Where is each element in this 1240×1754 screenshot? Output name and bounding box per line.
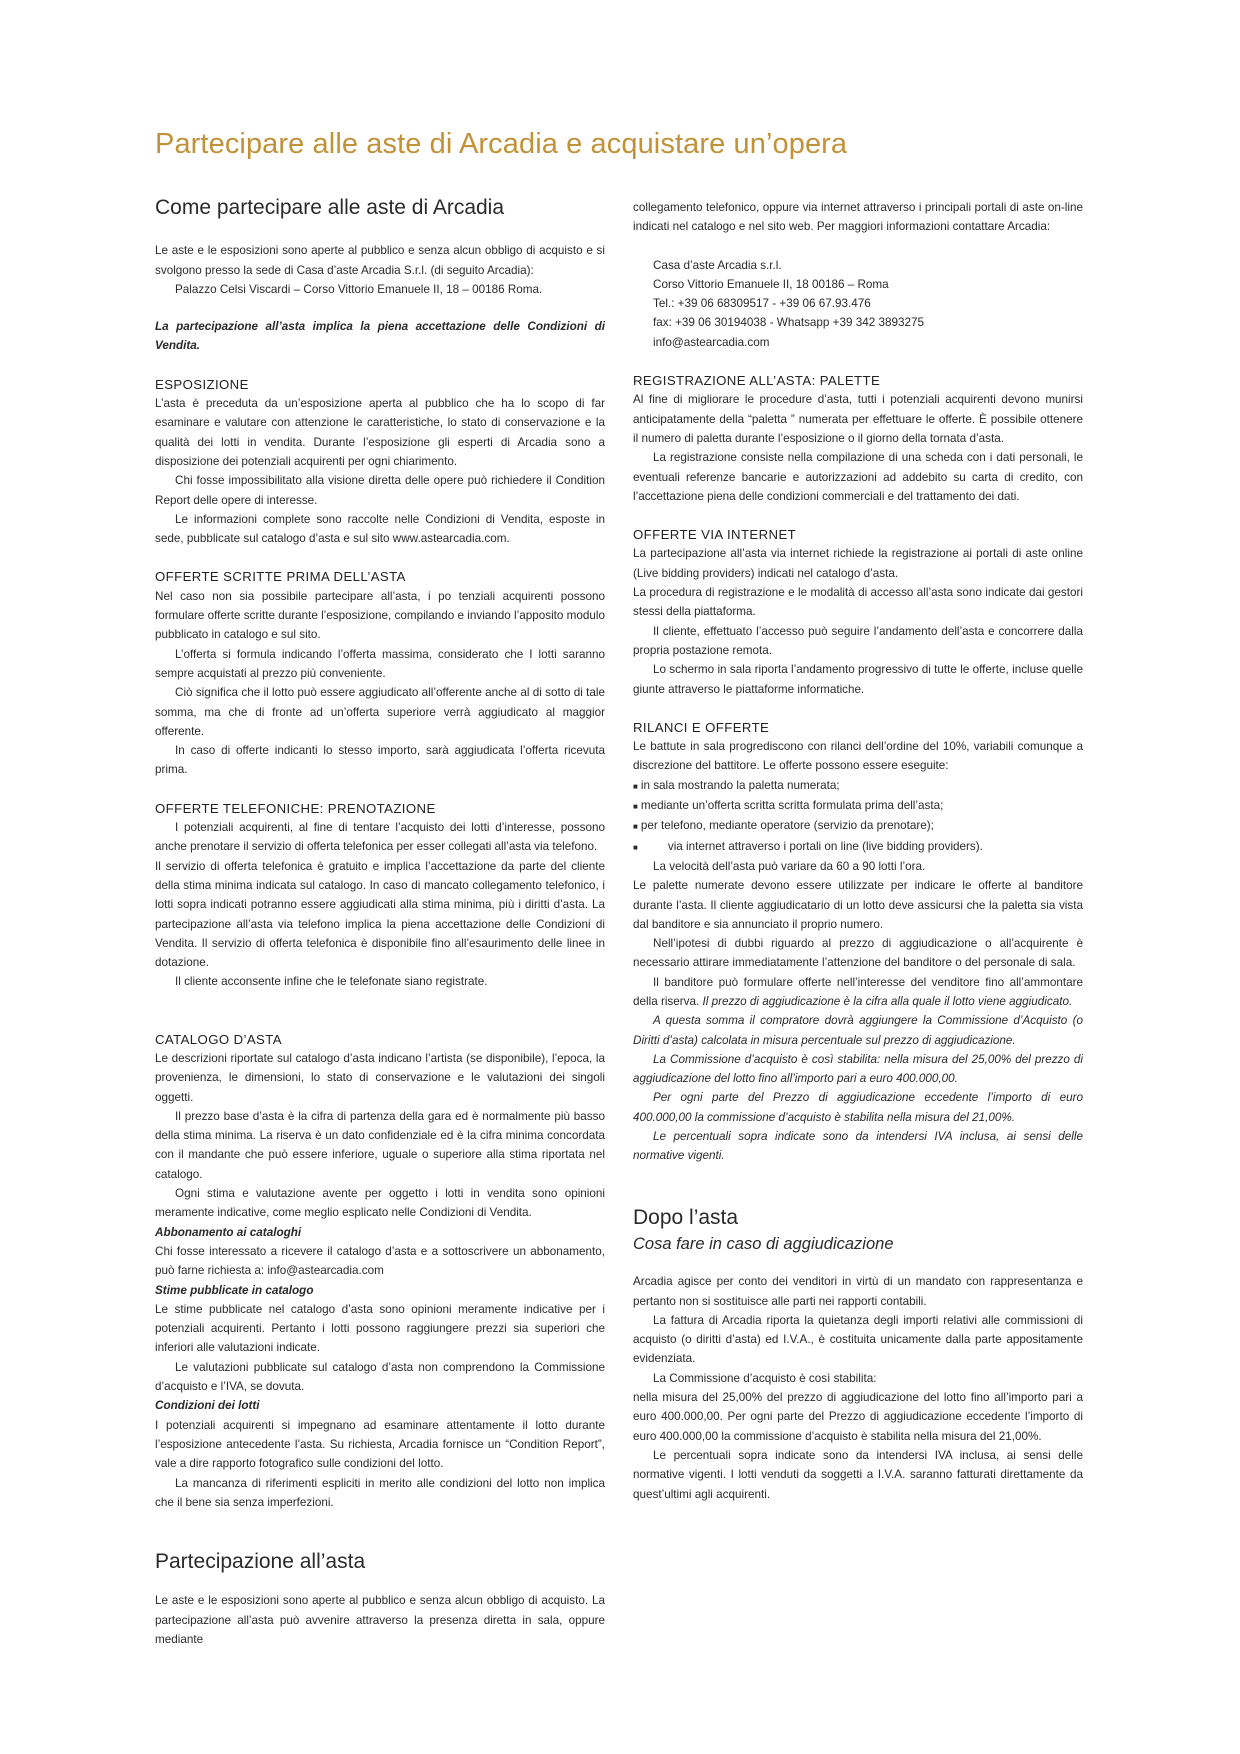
offerte-scritte-p2: L’offerta si formula indicando l’offerta massima, considerato che I lotti saranno sempre acquistati al prezzo più conveniente. — [155, 647, 605, 680]
rilanci-heading: RILANCI E OFFERTE — [633, 719, 770, 735]
stime-p2: Le valutazioni pubblicate sul catalogo d’asta non comprendono la Commissione d’acquisto e l’IVA, se dovuta. — [155, 1360, 605, 1394]
offerte-scritte-p3: Ciò significa che il lotto può essere aggiudicato all’offerente anche al di sotto di tale somma, ma che di fronte ad un’offerta superiore verrà aggiudicato al maggior offerente. — [155, 686, 605, 738]
right-column — [633, 198, 1083, 1504]
contact-name: Casa d’aste Arcadia s.r.l. — [653, 258, 782, 272]
left-column — [155, 198, 605, 1649]
dopo-subtitle: Cosa fare in caso di aggiudicazione — [633, 1234, 894, 1253]
registrazione-p1: Al fine di migliorare le procedure d’asta, tutti i potenziali acquirenti devono munirsi anticipatamente della “paletta ” numerata per effettuare le offerte. È possibile ottenere il numero di paletta durante l’esposizione o il giorno della tornata d’asta. — [633, 393, 1083, 445]
continuation-paragraph: collegamento telefonico, oppure via internet attraverso i principali portali di aste on-line indicati nel catalogo e nel sito web. Per maggiori informazioni contattare Arcadia: — [633, 201, 1083, 234]
rilanci-p5a: Il banditore può formulare offerte nell’interesse del venditore fino all’ammontare della riserva. — [633, 975, 1083, 1008]
esposizione-p1: L’asta è preceduta da un’esposizione aperta al pubblico che ha lo scopo di far esaminare e valutare con attenzione le caratteristiche, lo stato di conservazione e la qualità dei lotti in vendita. Durante l’esposizione gli esperti di Arcadia sono a disposizione dei potenziali acquirenti per ogni chiarimento. — [155, 397, 605, 468]
registrazione-heading: REGISTRAZIONE ALL’ASTA: PALETTE — [633, 373, 881, 389]
stime-heading: Stime pubblicate in catalogo — [155, 1283, 314, 1297]
abbonamento-p: Chi fosse interessato a ricevere il catalogo d’asta e a sottoscrivere un abbonamento, può farne richiesta a: info@astearcadia.com — [155, 1244, 605, 1278]
rilanci-p3: Le palette numerate devono essere utilizzate per indicare le offerte al banditore durante l’asta. Il cliente aggiudicatario di un lotto deve assicursi che la paletta sia vista dal banditore e sia annunciato il proprio numero. — [633, 879, 1083, 931]
dopo-p3: La Commissione d’acquisto è così stabilita: — [653, 1371, 877, 1385]
rilanci-bullet: ■ via internet attraverso i portali on line (live bidding providers). — [633, 837, 1083, 857]
dopo-title: Dopo l’asta — [633, 1205, 739, 1229]
registrazione-p2: La registrazione consiste nella compilazione di una scheda con i dati personali, le eventuali referenze bancarie e autorizzazioni ad addebito su carta di credito, con l’accettazione piena delle condizioni commerciali e del trattamento dei dati. — [633, 451, 1083, 503]
intro-paragraph: Le aste e le esposizioni sono aperte al pubblico e senza alcun obbligo di acquisto e si svolgono presso la sede di Casa d’aste Arcadia S.r.l. (di seguito Arcadia): — [155, 244, 605, 277]
rilanci-p2: La velocità dell’asta può variare da 60 a 90 lotti l’ora. — [653, 859, 926, 873]
internet-p4: Lo schermo in sala riporta l’andamento progressivo di tutte le offerte, incluse quelle giunte attraverso le piattaforme informatiche. — [633, 663, 1083, 696]
abbonamento-heading: Abbonamento ai cataloghi — [155, 1225, 302, 1239]
internet-p2: La procedura di registrazione e le modalità di accesso all’asta sono indicate dai gestori stessi della piattaforma. — [633, 586, 1083, 619]
catalogo-heading: CATALOGO D’ASTA — [155, 1031, 282, 1047]
internet-heading: OFFERTE VIA INTERNET — [633, 527, 797, 543]
telefoniche-p3: Il cliente acconsente infine che le telefonate siano registrate. — [175, 975, 488, 989]
contact-block — [633, 256, 1083, 352]
page-title: Partecipare alle aste di Arcadia e acquistare un’opera — [155, 128, 848, 160]
internet-p3: Il cliente, effettuato l’accesso può seguire l’andamento dell’asta e concorrere dalla propria postazione remota. — [633, 624, 1083, 657]
rilanci-p5b: Il prezzo di aggiudicazione è la cifra alla quale il lotto viene aggiudicato. — [702, 994, 1073, 1008]
offerte-scritte-p1: Nel caso non sia possibile partecipare all’asta, i po tenziali acquirenti possono formulare offerte scritte durante l’esposizione, compilando e inviando l’apposito modulo pubblicato in catalogo e sul sito. — [155, 589, 606, 642]
contact-tel: Tel.: +39 06 68309517 - +39 06 67.93.476 — [653, 297, 871, 311]
rilanci-p1: Le battute in sala progrediscono con rilanci dell’ordine del 10%, variabili comunque a discrezione del battitore. Le offerte possono essere eseguite: — [633, 740, 1083, 773]
stime-p1: Le stime pubblicate nel catalogo d’asta sono opinioni meramente indicative per i potenziali acquirenti. Pertanto i lotti possono raggiungere prezzi sia superiori che inferiori alle valutazioni indicate. — [155, 1302, 605, 1355]
rilanci-bullet: ■ per telefono, mediante operatore (servizio da prenotare); — [633, 816, 1083, 836]
contact-email: info@astearcadia.com — [653, 335, 770, 349]
contact-fax: fax: +39 06 30194038 - Whatsapp +39 342 3893275 — [653, 316, 924, 330]
esposizione-heading: ESPOSIZIONE — [155, 376, 249, 392]
condizioni-heading: Condizioni dei lotti — [155, 1399, 260, 1413]
intro-note: La partecipazione all’asta implica la piena accettazione delle Condizioni di Vendita. — [155, 320, 605, 353]
catalogo-p3: Ogni stima e valutazione avente per oggetto i lotti in vendita sono opinioni meramente indicative, come meglio esplicato nelle Condizioni di Vendita. — [155, 1187, 605, 1220]
offerte-scritte-heading: OFFERTE SCRITTE PRIMA DELL’ASTA — [155, 569, 406, 585]
catalogo-p1: Le descrizioni riportate sul catalogo d’asta indicano l’artista (se disponibile), l’epoca, la provenienza, le dimensioni, lo stato di conservazione e le valutazioni dei singoli oggetti. — [155, 1051, 605, 1104]
rilanci-p5 — [633, 973, 1083, 1012]
partecipazione-title: Partecipazione all’asta — [155, 1550, 366, 1574]
contact-address: Corso Vittorio Emanuele II, 18 00186 – Roma — [653, 277, 889, 291]
intro-address: Palazzo Celsi Viscardi – Corso Vittorio Emanuele II, 18 – 00186 Roma. — [175, 282, 543, 296]
esposizione-p3: Le informazioni complete sono raccolte nelle Condizioni di Vendita, esposte in sede, pubblicate sul catalogo d’asta e sul sito www.astearcadia.com. — [155, 512, 605, 546]
rilanci-p7: La Commissione d’acquisto è così stabilita: nella misura del 25,00% del prezzo di aggiudicazione del lotto fino all’importo pari a euro 400.000,00. — [633, 1052, 1083, 1086]
catalogo-p2: Il prezzo base d’asta è la cifra di partenza della gara ed è normalmente più basso della stima minima. La riserva è un dato confidenziale ed è la cifra minima concordata con il mandante che può essere inferiore, uguale o superiore alla stima riportata nel catalogo. — [155, 1109, 605, 1181]
telefoniche-heading: OFFERTE TELEFONICHE: PRENOTAZIONE — [155, 800, 436, 816]
come-partecipare-title: Come partecipare alle aste di Arcadia — [155, 196, 505, 219]
dopo-p1: Arcadia agisce per conto dei venditori in virtù di un mandato con rappresentanza e pertanto non si sostituisce alle parti nei rapporti contabili. — [633, 1275, 1083, 1308]
rilanci-p6: A questa somma il compratore dovrà aggiungere la Commissione d’Acquisto (o Diritti d’asta) calcolata in misura percentuale sul prezzo di aggiudicazione. — [633, 1014, 1083, 1047]
condizioni-p2: La mancanza di riferimenti espliciti in merito alle condizioni del lotto non implica che il bene sia senza imperfezioni. — [155, 1476, 605, 1509]
dopo-p4: nella misura del 25,00% del prezzo di aggiudicazione del lotto fino all’importo pari a euro 400.000,00. Per ogni parte del Prezzo di aggiudicazione eccedente l’importo di euro 400.000,00 la commissione d’acquisto è stabilita nella misura del 21,00%. — [633, 1391, 1083, 1443]
partecipazione-p: Le aste e le esposizioni sono aperte al pubblico e senza alcun obbligo di acquisto. La partecipazione all’asta può avvenire attraverso la presenza diretta in sala, oppure mediante — [155, 1594, 605, 1646]
rilanci-p8: Per ogni parte del Prezzo di aggiudicazione eccedente l’importo di euro 400.000,00 la commissione d’acquisto è stabilita nella misura del 21,00%. — [633, 1091, 1083, 1124]
rilanci-bullet: ■ mediante un’offerta scritta scritta formulata prima dell’asta; — [633, 796, 1083, 816]
telefoniche-p1: I potenziali acquirenti, al fine di tentare l’acquisto dei lotti d’interesse, possono anche prenotare il servizio di offerta telefonica per esser collegati all’asta via telefono. — [155, 821, 605, 854]
rilanci-p4: Nell’ipotesi di dubbi riguardo al prezzo di aggiudicazione o all’acquirente è necessario attirare immediatamente l’attenzione del banditore o del personale di sala. — [633, 937, 1083, 970]
offerte-scritte-p4: In caso di offerte indicanti lo stesso importo, sarà aggiudicata l’offerta ricevuta prima. — [155, 744, 605, 777]
internet-p1: La partecipazione all’asta via internet richiede la registrazione ai portali di aste online (Live bidding providers) indicati nel catalogo d’asta. — [633, 547, 1083, 580]
condizioni-p1: I potenziali acquirenti si impegnano ad esaminare attentamente il lotto durante l’esposizione antecedente l’asta. Su richiesta, Arcadia fornisce un “Condition Report”, vale a dire rapporto fotografico sulle condizioni del lotto. — [155, 1418, 605, 1471]
dopo-p5: Le percentuali sopra indicate sono da intendersi IVA inclusa, ai sensi delle normative vigenti. I lotti venduti da soggetti a I.V.A. saranno fatturati direttamente da quest’ultimi agli acquirenti. — [633, 1448, 1083, 1501]
telefoniche-p2: Il servizio di offerta telefonica è gratuito e implica l’accettazione da parte del cliente della stima minima indicata sul catalogo. In caso di mancato collegamento telefonico, i lotti sopra indicati potranno essere aggiudicati alla stima minima, più i diritti d’asta. La partecipazione all’asta via telefono implica la piena accettazione delle Condizioni di Vendita. Il servizio di offerta telefonica è disponibile fino all’esaurimento delle linee in dotazione. — [155, 859, 605, 970]
rilanci-bullet: ■ in sala mostrando la paletta numerata; — [633, 776, 1083, 796]
esposizione-p2: Chi fosse impossibilitato alla visione diretta delle opere può richiedere il Condition Report delle opere di interesse. — [155, 474, 605, 507]
dopo-p2: La fattura di Arcadia riporta la quietanza degli importi relativi alle commissioni di acquisto (o diritti d’asta) ed I.V.A., è costituita unicamente dalla parte appositamente evidenziata. — [633, 1313, 1083, 1366]
rilanci-p9: Le percentuali sopra indicate sono da intendersi IVA inclusa, ai sensi delle normative vigenti. — [633, 1130, 1083, 1163]
